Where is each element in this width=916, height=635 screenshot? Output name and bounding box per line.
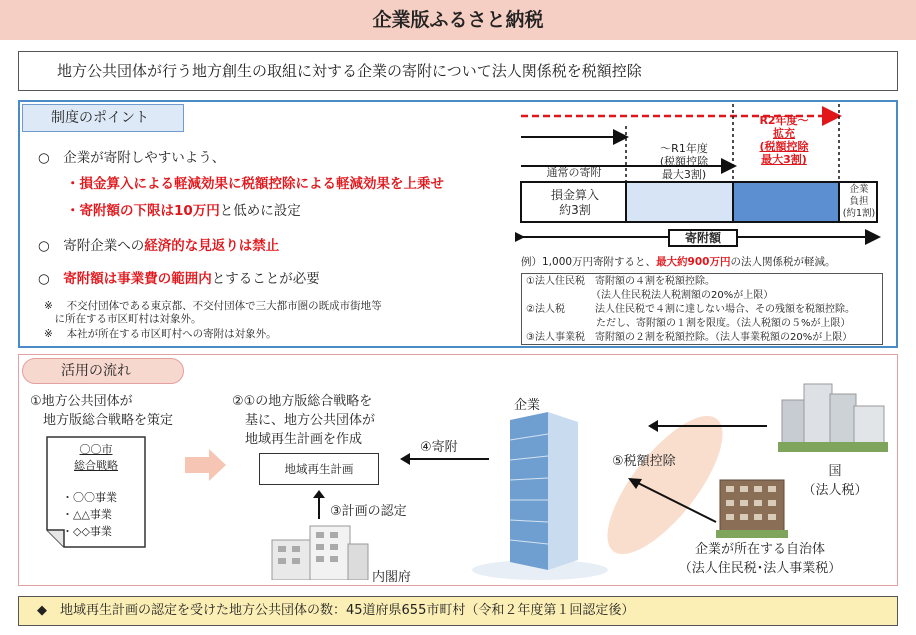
points-tab: 制度のポイント — [22, 104, 184, 132]
point-sub-2 — [66, 199, 301, 219]
point-sub-2-red: ・寄附額の下限は10万円 — [66, 203, 220, 219]
example-text — [521, 254, 835, 269]
country-buildings-icon — [778, 380, 888, 452]
point-bullet-2-red: 経済的な見返りは禁止 — [144, 238, 280, 254]
tax-detail-3: ②法人税 法人住民税で４割に達しない場合、その残額を税額控除。 — [526, 304, 855, 315]
flow-tab: 活用の流れ — [22, 358, 184, 384]
flow-step-1 — [30, 392, 173, 430]
note-2: ※ 本社が所在する市区町村への寄附は対象外。 — [44, 328, 277, 340]
point-bullet-2 — [38, 234, 279, 254]
note-1b: に所在する市区町村は対象外。 — [44, 313, 202, 325]
local-government-building-icon — [716, 476, 788, 538]
local-government-label — [640, 540, 880, 578]
tax-detail-5: ③法人事業税 寄附額の２割を税額控除。（法人事業税額の20%が上限） — [526, 332, 853, 343]
doc-item-3: ・◇◇事業 — [62, 525, 112, 538]
example-pre: 例）1,000万円寄附すると、 — [521, 256, 657, 268]
son-line-2: 約3割 — [559, 203, 591, 217]
example-post: の法人関係税が軽減。 — [730, 256, 836, 268]
r2-line-4: 最大3割) — [761, 153, 807, 166]
local-line-1: 企業が所在する自治体 — [694, 542, 825, 557]
doc-title-1: 〇〇市 — [79, 443, 113, 456]
kigyo-line-3: (約1割) — [842, 208, 876, 219]
point-bullet-1: ○ 企業が寄附しやすいよう、 — [38, 150, 226, 166]
note-1a: ※ 不交付団体である東京都、不交付団体で三大都市圏の既成市街地等 — [44, 300, 382, 312]
r2-line-3: (税額控除 — [759, 140, 809, 153]
country-line-2: （法人税） — [802, 483, 868, 498]
r1-line-2: (税額控除 — [659, 155, 709, 168]
r2-label — [740, 114, 828, 166]
step1-line-a: ①地方公共団体が — [30, 394, 133, 409]
tax-detail-1: ①法人住民税 寄附額の４割を税額控除。 — [526, 276, 715, 287]
page-title: 企業版ふるさと納税 — [0, 0, 916, 40]
r2-line-1: R2年度～ — [759, 114, 809, 127]
step1-line-b: 地方版総合戦略を策定 — [30, 413, 174, 428]
flow-step-3: ③計画の認定 — [330, 504, 407, 519]
point-bullet-3 — [38, 267, 320, 287]
flow-step-2 — [232, 392, 375, 449]
point-bullet-3-red: 寄附額は事業費の範囲内 — [63, 271, 212, 287]
subtitle-box: 地方公共団体が行う地方創生の取組に対する企業の寄附について法人関係税を税額控除 — [18, 51, 898, 91]
tax-detail-2: （法人住民税法人税割額の20%が上限） — [526, 290, 774, 301]
r1-line-1: ～R1年度 — [660, 142, 708, 155]
country-label — [800, 462, 870, 500]
local-line-2: （法人住民税･法人事業税） — [678, 561, 842, 576]
country-line-1: 国 — [828, 464, 842, 479]
normal-donation-label: 通常の寄附 — [546, 166, 602, 179]
point-bullet-3-pre: ○ — [38, 271, 64, 287]
step2-line-c: 地域再生計画を作成 — [232, 432, 363, 447]
up-arrow-icon — [310, 490, 328, 520]
r1-label — [636, 142, 732, 181]
example-red: 最大約900万円 — [656, 256, 731, 268]
doc-title-2: 総合戦略 — [74, 459, 118, 472]
step2-line-a: ②①の地方版総合戦略を — [232, 394, 373, 409]
regional-plan-box: 地域再生計画 — [259, 453, 379, 485]
tax-detail-box — [521, 273, 883, 345]
point-bullet-2-pre: ○ 寄附企業への — [38, 238, 145, 254]
tax-detail-4: ただし、寄附額の１割を限度。（法人税額の５%が上限） — [526, 318, 851, 329]
point-sub-2-rest: と低めに設定 — [219, 203, 301, 219]
company-burden-label — [840, 184, 878, 220]
r1-line-3: 最大3割) — [661, 168, 707, 181]
r2-line-2: 拡充 — [773, 127, 795, 140]
flow-arrow-icon — [185, 448, 227, 482]
tax-arrow-from-local-icon — [628, 476, 718, 524]
donation-amount-label: 寄附額 — [668, 229, 738, 247]
point-sub-1: ・損金算入による軽減効果に税額控除による軽減効果を上乗せ — [66, 176, 444, 192]
strategy-doc-title — [50, 442, 142, 474]
flow-step-4: ④寄附 — [420, 440, 458, 455]
company-building-icon — [470, 410, 610, 580]
footer-note: ◆ 地域再生計画の認定を受けた地方公共団体の数：45道府県655市町村（令和２年度第１回認定後） — [18, 596, 898, 626]
kigyo-line-1: 企業 — [849, 184, 869, 195]
cabinet-office-building-icon — [270, 524, 380, 580]
cabinet-office-label: 内閣府 — [372, 570, 412, 585]
point-bullet-3-rest: とすることが必要 — [211, 271, 320, 287]
doc-item-2: ・△△事業 — [62, 508, 112, 521]
son-label — [523, 188, 627, 218]
son-line-1: 損金算入 — [550, 188, 599, 202]
strategy-doc-items — [62, 489, 117, 540]
step2-line-b: 基に、地方公共団体が — [232, 413, 376, 428]
tax-arrow-from-country-icon — [648, 418, 768, 434]
kigyo-line-2: 負担 — [849, 196, 869, 207]
doc-item-1: ・〇〇事業 — [62, 491, 117, 504]
flow-step-5: ⑤税額控除 — [612, 454, 676, 469]
company-label: 企業 — [514, 398, 541, 413]
